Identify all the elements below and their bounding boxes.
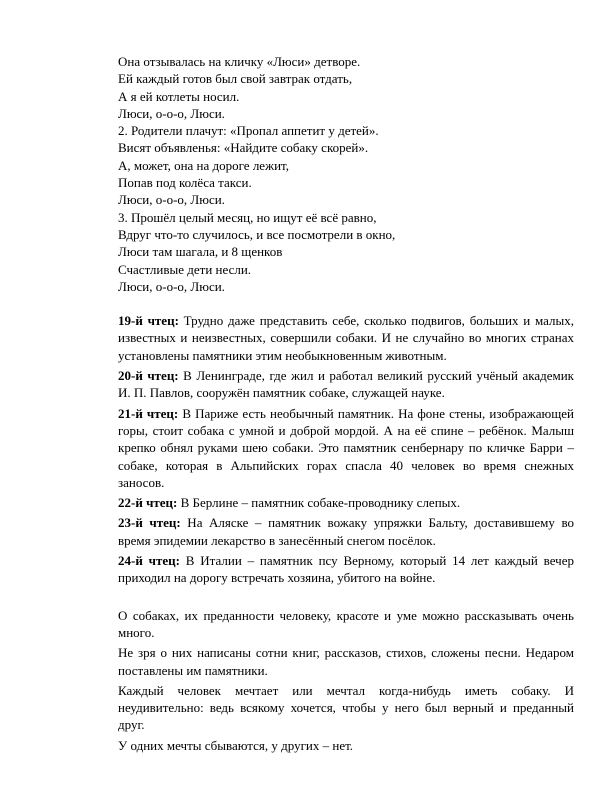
- closing-text: Каждый человек мечтает или мечтал когда-нибудь иметь собаку. И неудивительно: ведь всякому хочется, чтобы у него был верный и преданный друг.: [118, 682, 574, 733]
- reader-text: Трудно даже представить себе, сколько подвигов, больших и малых, известных и неизвестных, совершили собаки. И не случайно во многих странах установлены памятники этим необыкновенным животным.: [118, 313, 574, 363]
- poem-block: [118, 53, 574, 295]
- poem-line: Люси там шагала, и 8 щенков: [118, 244, 283, 260]
- reader-paragraph: [118, 367, 574, 402]
- closing-paragraph: [118, 682, 574, 734]
- reader-paragraph: [118, 552, 574, 587]
- poem-line: Люси, о-о-о, Люси.: [118, 105, 225, 121]
- poem-line: Вдруг что-то случилось, и все посмотрели в окно,: [118, 226, 396, 242]
- document-body: [118, 53, 574, 757]
- spacer: [118, 590, 574, 607]
- poem-line: Люси, о-о-о, Люси.: [118, 192, 225, 208]
- poem-line: Люси, о-о-о, Люси.: [118, 278, 225, 294]
- reader-label: 22-й чтец:: [118, 495, 178, 511]
- reader-label: 21-й чтец:: [118, 405, 179, 421]
- reader-text: В Париже есть необычный памятник. На фоне стены, изображающей горы, стоит собака с умной и доброй мордой. А на её спине – ребёнок. Малыш крепко обнял руками шею собаки. Это памятник сенбернару по кличке Барри – собаке, которая в Альпийских горах спасла 40 человек во время снежных заносов.: [118, 405, 574, 490]
- reader-paragraph: [118, 405, 574, 491]
- closing-text: О собаках, их преданности человеку, красоте и уме можно рассказывать очень много.: [118, 607, 574, 640]
- reader-text: В Италии – памятник псу Верному, который 14 лет каждый вечер приходил на дорогу встречать хозяина, убитого на войне.: [118, 553, 574, 586]
- closing-text: Не зря о них написаны сотни книг, рассказов, стихов, сложены песни. Недаром поставлены им памятники.: [118, 645, 574, 678]
- closing-paragraph: [118, 644, 574, 679]
- readers-block: [118, 312, 574, 586]
- closing-text: У одних мечты сбываются, у других – нет.: [118, 737, 354, 753]
- reader-paragraph: [118, 312, 574, 364]
- poem-line: 3. Прошёл целый месяц, но ищут её всё равно,: [118, 209, 377, 225]
- closing-paragraph: [118, 737, 574, 754]
- closing-paragraph: [118, 607, 574, 642]
- reader-label: 24-й чтец:: [118, 553, 180, 569]
- reader-label: 23-й чтец:: [118, 515, 181, 531]
- poem-line: А, может, она на дороге лежит,: [118, 157, 289, 173]
- spacer: [118, 295, 574, 312]
- reader-text: В Берлине – памятник собаке-проводнику слепых.: [177, 495, 461, 511]
- reader-text: В Ленинграде, где жил и работал великий русский учёный академик И. П. Павлов, сооружён памятник собаке, служащей науке.: [118, 368, 574, 401]
- reader-paragraph: [118, 494, 574, 511]
- poem-line: Попав под колёса такси.: [118, 175, 252, 191]
- reader-label: 20-й чтец:: [118, 368, 179, 384]
- poem-line: Ей каждый готов был свой завтрак отдать,: [118, 71, 353, 87]
- closing-block: [118, 607, 574, 754]
- poem-line: Счастливые дети несли.: [118, 261, 252, 277]
- reader-text: На Аляске – памятник вожаку упряжки Бальту, доставившему во время эпидемии лекарство в занесённый снегом посёлок.: [118, 515, 574, 548]
- poem-line: А я ей котлеты носил.: [118, 88, 240, 104]
- reader-paragraph: [118, 514, 574, 549]
- poem-line: 2. Родители плачут: «Пропал аппетит у детей».: [118, 123, 379, 139]
- reader-label: 19-й чтец:: [118, 313, 179, 329]
- poem-line: Висят объявленья: «Найдите собаку скорей».: [118, 140, 369, 156]
- poem-line: Она отзывалась на кличку «Люси» детворе.: [118, 54, 361, 69]
